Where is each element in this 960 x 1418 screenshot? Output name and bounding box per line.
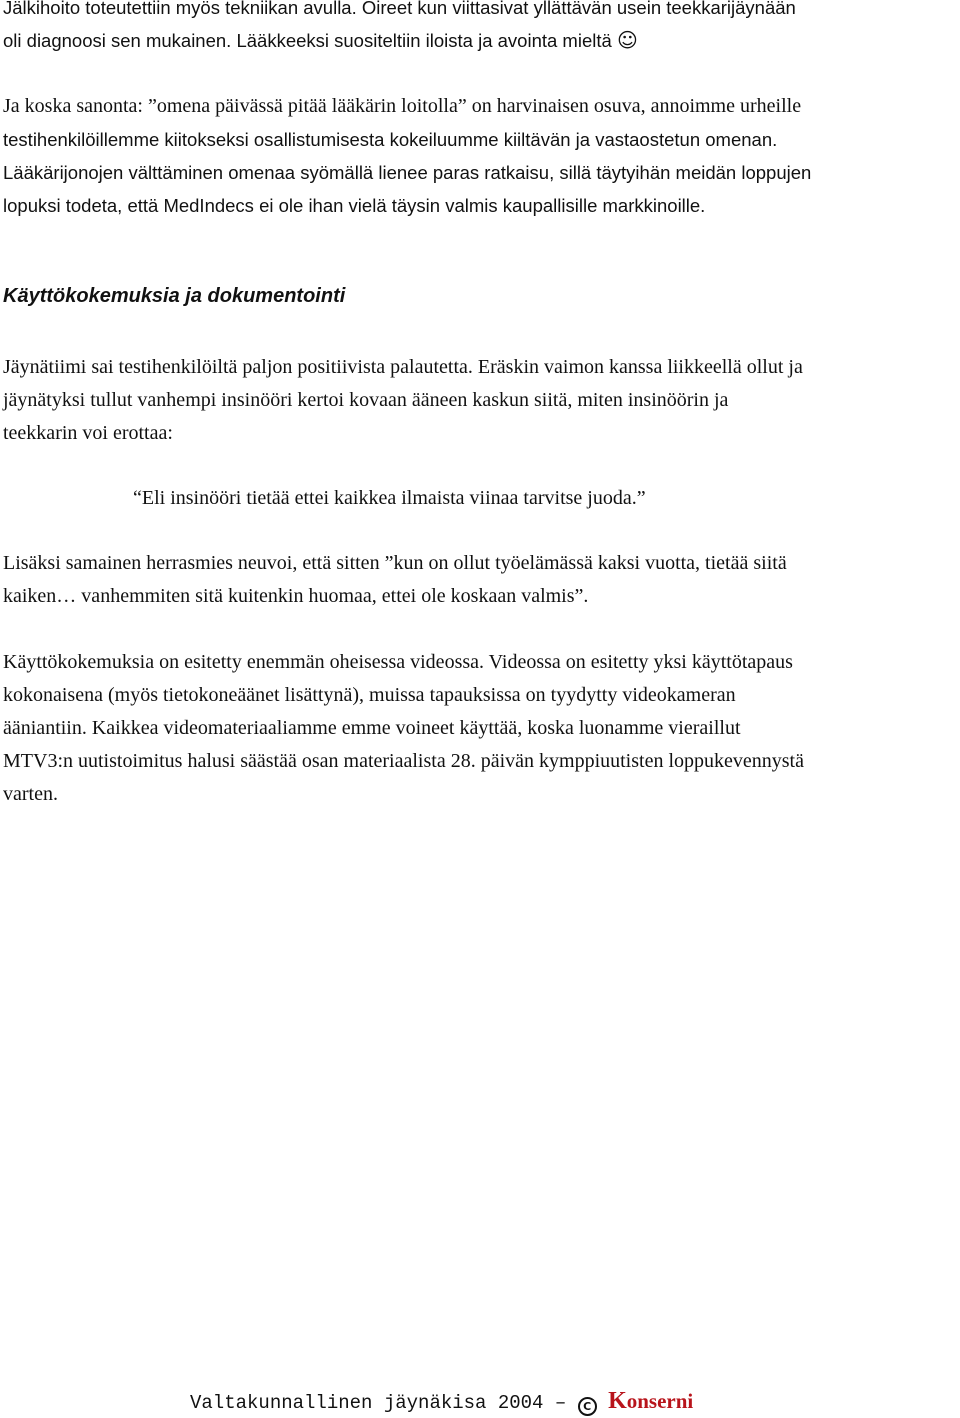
paragraph-line: Ja koska sanonta: ”omena päivässä pitää lääkärin loitolla” on harvinaisen osuva, annoimme urheille [3,95,802,117]
paragraph-line: Käyttökokemuksia on esitetty enemmän oheisessa videossa. Videossa on esitetty yksi käyttötapaus [3,651,793,673]
paragraph-line: varten. [3,783,58,805]
paragraph-line: Lisäksi samainen herrasmies neuvoi, että sitten ”kun on ollut työelämässä kaksi vuotta, tietää siitä [3,552,787,574]
section-heading: Käyttökokemuksia ja dokumentointi [3,285,346,307]
paragraph-aftercare [3,0,958,57]
paragraph-video-experiences [3,646,958,811]
paragraph-line: teekkarin voi erottaa: [3,422,173,444]
paragraph-line: Lääkärijonojen välttäminen omenaa syömällä lienee paras ratkaisu, sillä täytyihän meidän loppujen [3,162,812,183]
paragraph-line: jäynätyksi tullut vanhempi insinööri kertoi kovaan ääneen kaskun siitä, miten insinöörin ja [3,389,729,411]
brand-initial: K [608,1388,627,1414]
paragraph-apple-saying [3,90,958,222]
smiley-face-icon: ☺ [616,28,638,52]
paragraph-feedback [3,351,958,450]
paragraph-line: Jäynätiimi sai testihenkilöiltä paljon positiivista palautetta. Eräskin vaimon kanssa liikkeellä ollut ja [3,356,803,378]
paragraph-line [3,24,958,57]
paragraph-line: kaiken… vanhemmiten sitä kuitenkin huomaa, ettei ole koskaan valmis”. [3,585,589,607]
brand-logo [608,1389,693,1413]
footer-text: Valtakunnallinen jäynäkisa 2004 – [190,1392,567,1414]
paragraph-line: ääniantiin. Kaikkea videomateriaaliamme emme voineet käyttää, koska luonamme vieraillut [3,717,741,739]
paragraph-line: MTV3:n uutistoimitus halusi säästää osan materiaalista 28. päivän kymppiuutisten loppukevennystä [3,750,804,772]
page-footer [190,1386,693,1418]
copyright-icon: C [578,1397,597,1416]
paragraph-line-text: oli diagnoosi sen mukainen. Lääkkeeksi suositeltiin iloista ja avointa mieltä [3,30,612,51]
brand-rest: onserni [626,1389,694,1413]
quote-block: “Eli insinööri tietää ettei kaikkea ilmaista viinaa tarvitse juoda.” [133,487,646,509]
paragraph-gentleman-advice [3,547,958,613]
paragraph-line: testihenkilöillemme kiitokseksi osallistumisesta kokeiluumme kiiltävän ja vastaostetun omenan. [3,129,778,150]
paragraph-line: lopuksi todeta, että MedIndecs ei ole ihan vielä täysin valmis kaupallisille markkinoille. [3,195,706,216]
paragraph-line: kokonaisena (myös tietokoneäänet lisättynä), muissa tapauksissa on tyydytty videokameran [3,684,736,706]
paragraph-line: Jälkihoito toteutettiin myös tekniikan avulla. Oireet kun viittasivat yllättävän usein teekkarijäynään [3,0,796,18]
